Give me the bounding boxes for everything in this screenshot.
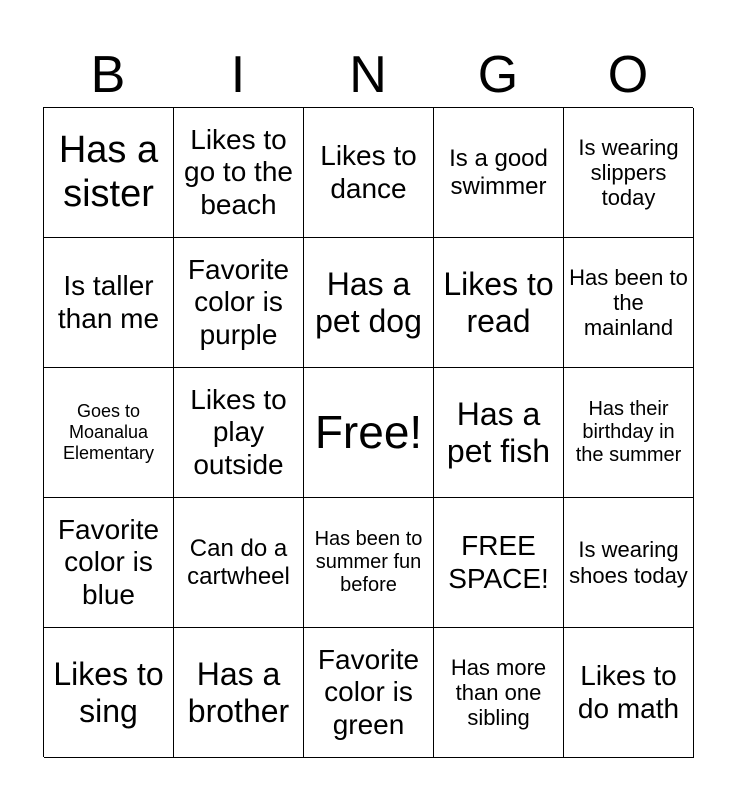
bingo-cell bbox=[434, 238, 564, 368]
bingo-cell bbox=[564, 628, 694, 758]
cell-text: Is a good swimmer bbox=[449, 144, 548, 200]
bingo-cell bbox=[564, 108, 694, 238]
cell-text: Can do a cartwheel bbox=[187, 534, 290, 590]
cell-text: Is wearing slippers today bbox=[578, 134, 679, 211]
bingo-cell bbox=[44, 498, 174, 628]
bingo-cell bbox=[174, 498, 304, 628]
header-letter-i: I bbox=[230, 46, 246, 104]
bingo-cell bbox=[44, 238, 174, 368]
free-cell bbox=[304, 368, 434, 498]
cell-text: Has a brother bbox=[187, 655, 290, 729]
cell-text: Likes to do math bbox=[577, 660, 680, 724]
cell-text: Favorite color is purple bbox=[187, 254, 290, 350]
header-letter-g: G bbox=[477, 46, 519, 104]
cell-text: Likes to go to the beach bbox=[184, 124, 293, 220]
bingo-cell bbox=[564, 498, 694, 628]
bingo-cell bbox=[174, 108, 304, 238]
cell-text: Likes to play outside bbox=[190, 384, 287, 480]
bingo-cell bbox=[304, 108, 434, 238]
cell-text: Has been to the mainland bbox=[569, 264, 688, 341]
bingo-cell bbox=[564, 238, 694, 368]
bingo-cell bbox=[174, 368, 304, 498]
cell-text: Favorite color is green bbox=[317, 644, 420, 740]
header-letter-n: N bbox=[349, 46, 387, 104]
cell-text: Has a pet fish bbox=[446, 395, 551, 469]
bingo-cell bbox=[434, 108, 564, 238]
cell-text: Likes to dance bbox=[320, 140, 417, 204]
cell-text: Has a pet dog bbox=[315, 265, 422, 339]
bingo-cell bbox=[304, 238, 434, 368]
bingo-board bbox=[43, 107, 693, 757]
bingo-cell bbox=[44, 628, 174, 758]
bingo-cell bbox=[304, 498, 434, 628]
bingo-cell bbox=[174, 628, 304, 758]
header-letter-o: O bbox=[607, 46, 649, 104]
cell-text: Is wearing shoes today bbox=[569, 537, 688, 588]
cell-text: FREE SPACE! bbox=[448, 530, 549, 594]
free-space-cell bbox=[434, 498, 564, 628]
cell-text: Free! bbox=[314, 406, 423, 459]
cell-text: Has more than one sibling bbox=[450, 654, 547, 731]
cell-text: Has their birthday in the summer bbox=[575, 398, 682, 466]
bingo-header bbox=[43, 44, 693, 106]
header-letter-b: B bbox=[90, 46, 126, 104]
cell-text: Has been to summer fun before bbox=[314, 528, 423, 596]
bingo-cell bbox=[174, 238, 304, 368]
bingo-cell bbox=[44, 368, 174, 498]
cell-text: Likes to sing bbox=[53, 655, 164, 729]
bingo-cell bbox=[434, 628, 564, 758]
cell-text: Goes to Moanalua Elementary bbox=[62, 401, 155, 463]
bingo-cell bbox=[564, 368, 694, 498]
cell-text: Likes to read bbox=[443, 265, 554, 339]
cell-text: Has a sister bbox=[58, 128, 159, 215]
bingo-cell bbox=[304, 628, 434, 758]
bingo-cell bbox=[434, 368, 564, 498]
cell-text: Is taller than me bbox=[57, 270, 160, 334]
cell-text: Favorite color is blue bbox=[57, 514, 160, 610]
bingo-cell bbox=[44, 108, 174, 238]
